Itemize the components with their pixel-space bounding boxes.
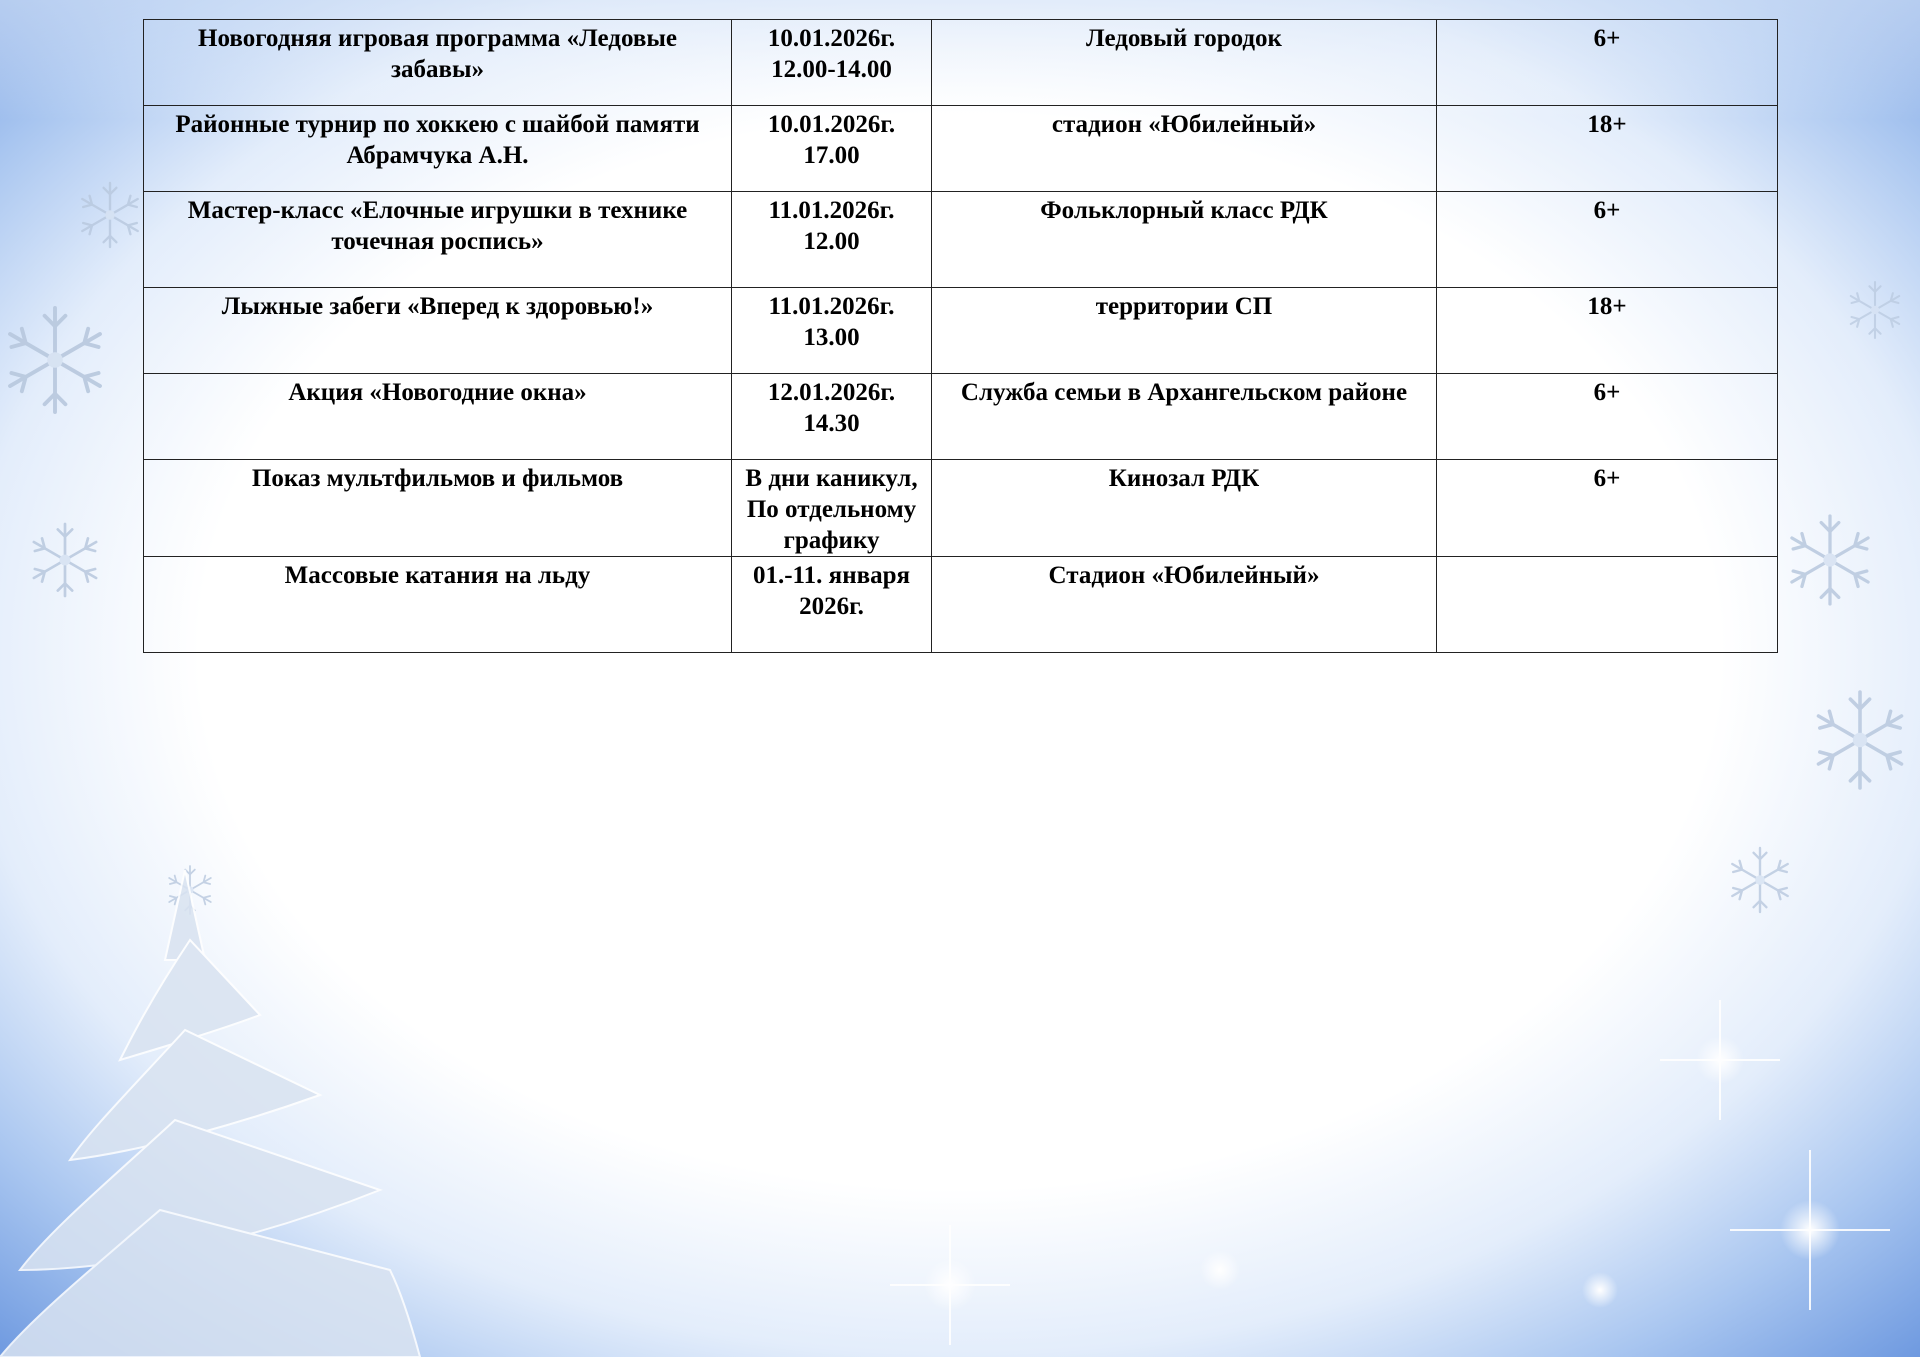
age-cell xyxy=(1437,557,1778,653)
table-row xyxy=(144,460,1778,557)
event-cell-line: точечная роспись» xyxy=(331,228,544,255)
event-cell-line: Районные турнир по хоккею с шайбой памяти xyxy=(175,111,700,138)
event-cell-line: Новогодняя игровая программа «Ледовые xyxy=(198,25,677,52)
place-cell-line: Ледовый городок xyxy=(1086,25,1282,52)
place-cell xyxy=(932,288,1437,374)
event-cell xyxy=(144,106,732,192)
table-row xyxy=(144,192,1778,288)
age-cell xyxy=(1437,192,1778,288)
event-cell xyxy=(144,557,732,653)
place-cell xyxy=(932,106,1437,192)
date-cell-line: 14.30 xyxy=(803,410,860,437)
place-cell-line: Служба семьи в Архангельском районе xyxy=(960,379,1408,406)
place-cell xyxy=(932,20,1437,106)
events-table-container xyxy=(143,19,1777,653)
age-cell xyxy=(1437,288,1778,374)
age-cell-text: 18+ xyxy=(1587,293,1627,320)
date-cell-line: 12.00-14.00 xyxy=(771,56,892,83)
date-cell-line: 01.-11. января xyxy=(752,562,911,589)
event-cell-line: забавы» xyxy=(390,56,485,83)
age-cell xyxy=(1437,374,1778,460)
place-cell xyxy=(932,460,1437,557)
date-cell-line: 13.00 xyxy=(803,324,860,351)
date-cell xyxy=(732,288,932,374)
date-cell-line: В дни каникул, xyxy=(745,465,918,492)
event-cell-line: Абрамчука А.Н. xyxy=(346,142,529,169)
place-cell-line: Стадион «Юбилейный» xyxy=(1048,562,1320,589)
age-cell-text: 18+ xyxy=(1587,111,1627,138)
table-row xyxy=(144,288,1778,374)
event-cell-line: Массовые катания на льду xyxy=(284,562,591,589)
place-cell-line: территории СП xyxy=(1095,293,1273,320)
table-row xyxy=(144,374,1778,460)
event-cell xyxy=(144,20,732,106)
age-cell-text: 6+ xyxy=(1593,25,1621,52)
date-cell-line: По отдельному xyxy=(746,496,917,523)
place-cell-line: Фольклорный класс РДК xyxy=(1040,197,1328,224)
place-cell xyxy=(932,557,1437,653)
age-cell-text: 6+ xyxy=(1593,379,1621,406)
event-cell-line: Мастер-класс «Елочные игрушки в технике xyxy=(187,197,688,224)
place-cell xyxy=(932,374,1437,460)
date-cell xyxy=(732,106,932,192)
place-cell-line: Кинозал РДК xyxy=(1108,465,1260,492)
date-cell-line: 11.01.2026г. xyxy=(768,197,895,224)
date-cell xyxy=(732,20,932,106)
date-cell xyxy=(732,557,932,653)
event-cell xyxy=(144,374,732,460)
date-cell-line: 12.00 xyxy=(803,228,860,255)
date-cell-line: 10.01.2026г. xyxy=(767,111,896,138)
event-cell-line: Показ мультфильмов и фильмов xyxy=(251,465,624,492)
table-row xyxy=(144,106,1778,192)
date-cell-line: 10.01.2026г. xyxy=(767,25,896,52)
table-row xyxy=(144,557,1778,653)
date-cell xyxy=(732,460,932,557)
place-cell-line: стадион «Юбилейный» xyxy=(1051,111,1317,138)
date-cell-line: графику xyxy=(783,527,880,554)
date-cell-line: 17.00 xyxy=(803,142,860,169)
age-cell-text: 6+ xyxy=(1593,465,1621,492)
event-cell xyxy=(144,288,732,374)
event-cell xyxy=(144,192,732,288)
event-cell-line: Акция «Новогодние окна» xyxy=(288,379,587,406)
date-cell-line: 12.01.2026г. xyxy=(767,379,896,406)
date-cell-line: 11.01.2026г. xyxy=(768,293,895,320)
date-cell xyxy=(732,192,932,288)
age-cell xyxy=(1437,20,1778,106)
age-cell xyxy=(1437,460,1778,557)
place-cell xyxy=(932,192,1437,288)
date-cell xyxy=(732,374,932,460)
events-table xyxy=(143,19,1778,653)
age-cell xyxy=(1437,106,1778,192)
age-cell-text: 6+ xyxy=(1593,197,1621,224)
date-cell-line: 2026г. xyxy=(799,593,864,620)
event-cell xyxy=(144,460,732,557)
event-cell-line: Лыжные забеги «Вперед к здоровью!» xyxy=(221,293,654,320)
table-row xyxy=(144,20,1778,106)
